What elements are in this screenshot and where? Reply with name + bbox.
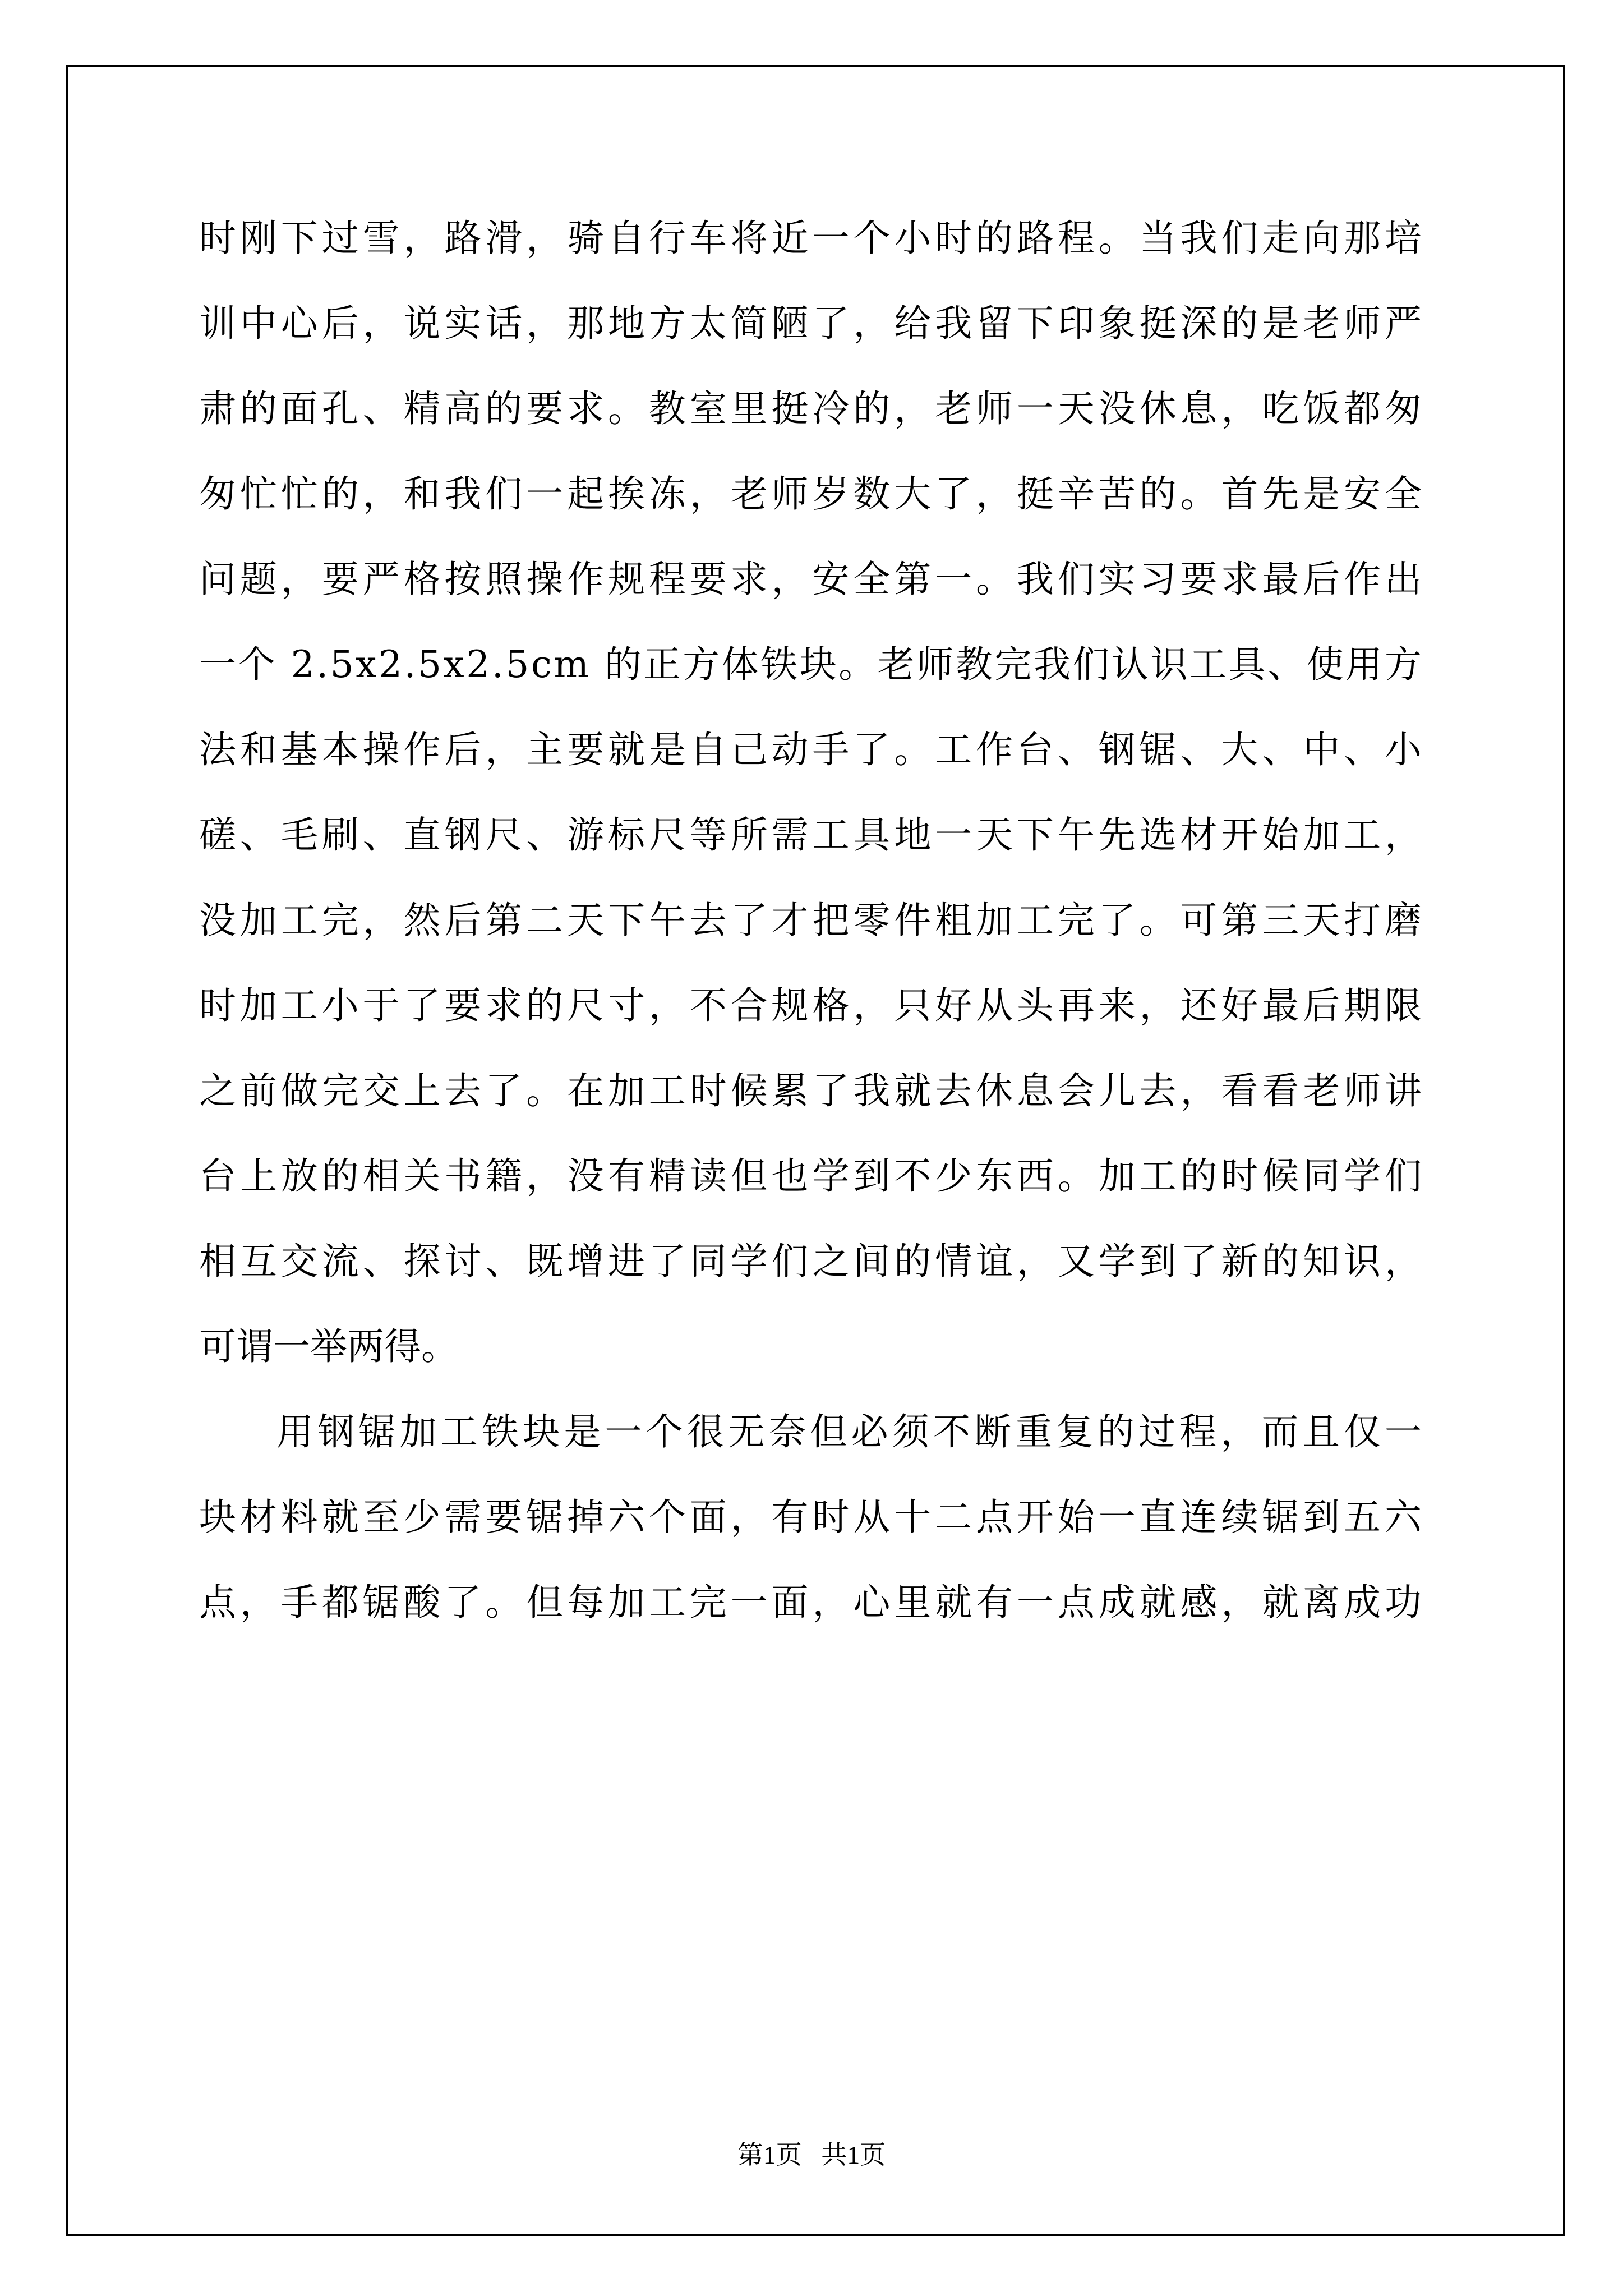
text-line: 磋、毛刷、直钢尺、游标尺等所需工具地一天下午先选材开始加工， (199, 813, 1426, 857)
text-line: 问题，要严格按照操作规程要求，安全第一。我们实习要求最后作出 (199, 558, 1426, 601)
page-number-footer: 第1页 共1页 (737, 2141, 886, 2169)
text-line: 训中心后，说实话，那地方太简陋了，给我留下印象挺深的是老师严 (199, 302, 1426, 345)
text-line: 点，手都锯酸了。但每加工完一面，心里就有一点成就感，就离成功 (199, 1581, 1426, 1624)
text-line: 之前做完交上去了。在加工时候累了我就去休息会儿去，看看老师讲 (199, 1069, 1426, 1112)
paragraph-first-line: 用钢锯加工铁块是一个很无奈但必须不断重复的过程，而且仅一 (276, 1410, 1426, 1453)
text-line: 没加工完，然后第二天下午去了才把零件粗加工完了。可第三天打磨 (199, 899, 1426, 942)
text-line: 块材料就至少需要锯掉六个面，有时从十二点开始一直连续锯到五六 (199, 1496, 1426, 1539)
text-line: 法和基本操作后，主要就是自己动手了。工作台、钢锯、大、中、小 (199, 728, 1426, 771)
text-line: 台上放的相关书籍，没有精读但也学到不少东西。加工的时候同学们 (199, 1154, 1426, 1198)
text-line: 可谓一举两得。 (199, 1325, 458, 1368)
text-line: 肃的面孔、精高的要求。教室里挺冷的，老师一天没休息，吃饭都匆 (199, 387, 1426, 430)
text-line: 匆忙忙的，和我们一起挨冻，老师岁数大了，挺辛苦的。首先是安全 (199, 472, 1426, 516)
text-line: 一个 2.5x2.5x2.5cm 的正方体铁块。老师教完我们认识工具、使用方 (199, 643, 1424, 686)
text-line: 时刚下过雪，路滑，骑自行车将近一个小时的路程。当我们走向那培 (199, 217, 1426, 260)
text-line: 相互交流、探讨、既增进了同学们之间的情谊，又学到了新的知识， (199, 1240, 1426, 1283)
text-line: 时加工小于了要求的尺寸，不合规格，只好从头再来，还好最后期限 (199, 984, 1426, 1027)
